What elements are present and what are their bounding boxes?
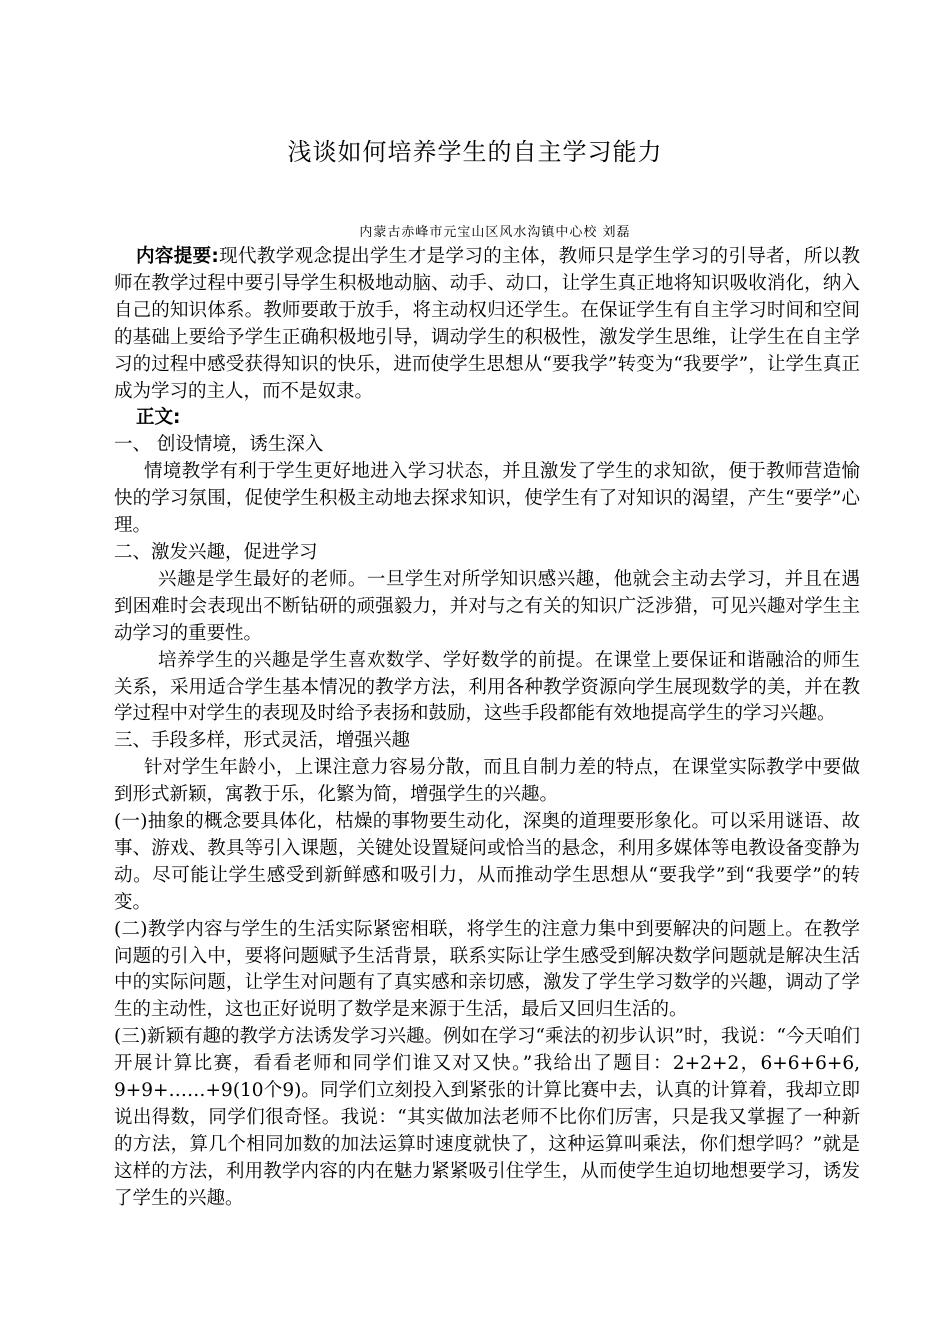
section3-item-1: (一)抽象的概念要具体化，枯燥的事物要生动化，深奥的道理要形象化。可以采用谜语、故事、游戏、教具等引入课题，关键处设置疑问或恰当的悬念，利用多媒体等电教设备变静为动。尽可能让学生感受到新鲜感和吸引力，从而推动学生思想从“要我学”到“我要学”的转变。 [114,811,860,913]
abstract-text: 现代教学观念提出学生才是学习的主体，教师只是学生学习的引导者，所以教师在教学过程中要引导学生积极地动脑、动手、动口，让学生真正地将知识吸收消化，纳入自己的知识体系。教师要敢于放手，将主动权归还学生。在保证学生有自主学习时间和空间的基础上要给予学生正确积极地引导，调动学生的积极性，激发学生思维，让学生在自主学习的过程中感受获得知识的快乐，进而使学生思想从“要我学”转变为“我要学”，让学生真正成为学习的主人，而不是奴隶。 [114,246,860,402]
section1-heading: 一、 创设情境，诱生深入 [114,434,324,456]
body-label-line [114,405,860,432]
document-body [114,244,860,1213]
section3-paragraph: 针对学生年龄小，上课注意力容易分散，而且自制力差的特点，在课堂实际教学中要做到形式新颖，寓教于乐，化繁为简，增强学生的兴趣。 [114,757,860,806]
document-title: 浅谈如何培养学生的自主学习能力 [287,138,663,166]
abstract-paragraph [114,244,860,405]
author-line: 内蒙古赤峰市元宝山区风水沟镇中心校 刘磊 [359,225,631,240]
section2-paragraph-2: 培养学生的兴趣是学生喜欢数学、学好数学的前提。在课堂上要保证和谐融洽的师生关系，采用适合学生基本情况的教学方法，利用各种教学资源向学生展现数学的美，并在教学过程中对学生的表现及时给予表扬和鼓励，这些手段都能有效地提高学生的学习兴趣。 [114,649,860,725]
section3-item-2: (二)教学内容与学生的生活实际紧密相联，将学生的注意力集中到要解决的问题上。在教学问题的引入中，要将问题赋予生活背景，联系实际让学生感受到解决数学问题就是解决生活中的实际问题，让学生对问题有了真实感和亲切感，激发了学生学习数学的兴趣，调动了学生的主动性，这也正好说明了数学是来源于生活，最后又回归生活的。 [114,918,860,1021]
section2-paragraph-1: 兴趣是学生最好的老师。一旦学生对所学知识感兴趣，他就会主动去学习，并且在遇到困难时会表现出不断钻研的顽强毅力，并对与之有关的知识广泛涉猎，可见兴趣对学生主动学习的重要性。 [114,568,860,644]
section2-heading: 二、激发兴趣，促进学习 [114,541,318,563]
section3-item-3: (三)新颖有趣的教学方法诱发学习兴趣。例如在学习“乘法的初步认识”时，我说：“今天咱们开展计算比赛，看看老师和同学们谁又对又快。”我给出了题目：2+2+2，6+6+6+6, 9+9+……+9(10个9)。同学们立刻投入到紧张的计算比赛中去，认真的计算着，我却立即说出得数，同学们很奇怪。我说：“其实做加法老师不比你们厉害，只是我又掌握了一种新的方法，算几个相同加数的加法运算时速度就快了，这种运算叫乘法，你们想学吗？”就是这样的方法，利用教学内容的内在魅力紧紧吸引住学生，从而使学生迫切地想要学习，诱发了学生的兴趣。 [114,1026,860,1209]
section3-heading: 三、手段多样，形式灵活，增强兴趣 [114,730,411,752]
abstract-label: 内容提要: [136,246,219,267]
body-label: 正文: [136,407,181,429]
section1-paragraph: 情境教学有利于学生更好地进入学习状态，并且激发了学生的求知欲，便于教师营造愉快的学习氛围，促使学生积极主动地去探求知识，使学生有了对知识的渴望，产生“要学”心理。 [114,461,860,537]
